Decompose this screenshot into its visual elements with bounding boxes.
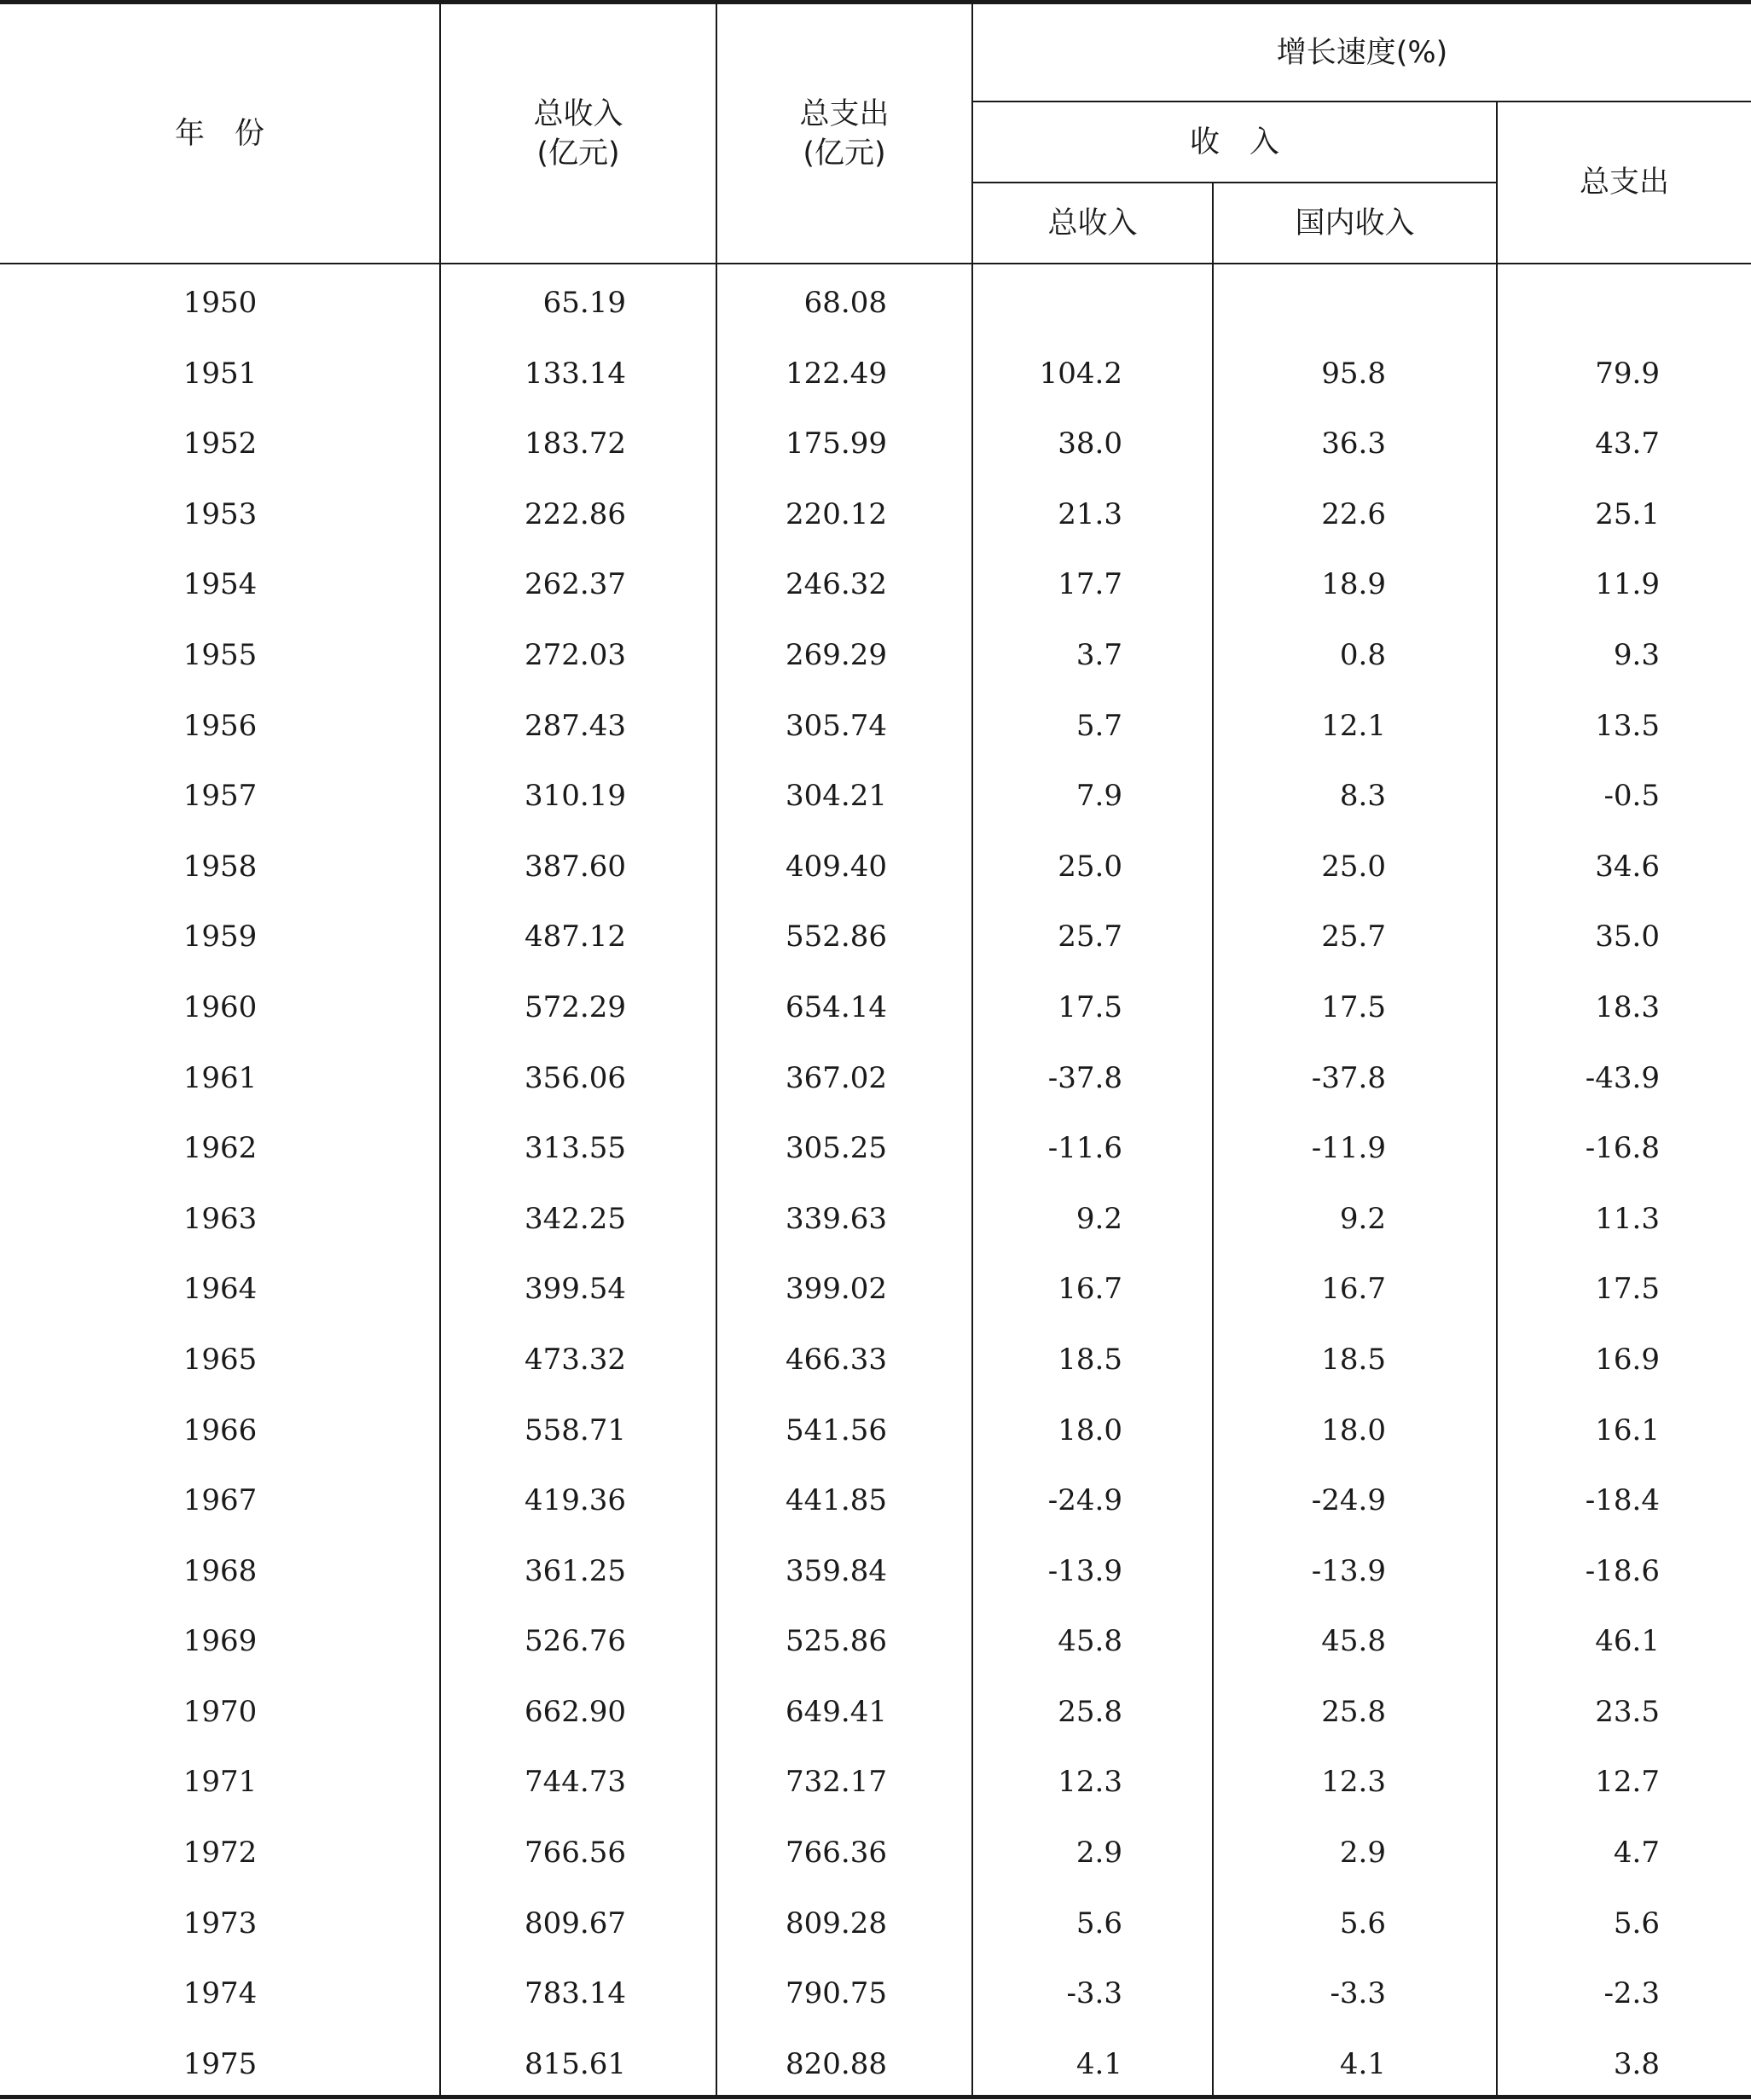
year-cell: 1955 [183, 637, 258, 672]
growth-domestic-revenue-cell: -24.9 [1311, 1483, 1386, 1518]
growth-total-expenditure-cell: 9.3 [1613, 637, 1660, 672]
total-revenue-cell: 473.32 [525, 1342, 626, 1377]
total-expenditure-cell: 541.56 [786, 1413, 887, 1447]
growth-domestic-revenue-cell: 95.8 [1321, 356, 1386, 391]
header-total-expenditure-unit: (亿元) [803, 136, 886, 171]
growth-total-revenue-cell: 25.8 [1058, 1694, 1122, 1729]
growth-total-expenditure-cell: 12.7 [1595, 1765, 1660, 1800]
growth-domestic-revenue-cell: -11.9 [1311, 1131, 1386, 1166]
total-expenditure-cell: 466.33 [786, 1342, 887, 1377]
table-row [0, 1606, 1751, 1677]
growth-domestic-revenue-cell: 18.0 [1321, 1413, 1386, 1447]
growth-domestic-revenue-cell: 2.9 [1339, 1836, 1386, 1871]
growth-total-expenditure-cell: 11.3 [1595, 1201, 1660, 1236]
table-row [0, 1888, 1751, 1959]
growth-total-expenditure-cell: -18.4 [1585, 1483, 1660, 1518]
header-total-revenue-unit: (亿元) [536, 136, 620, 171]
total-revenue-cell: 744.73 [525, 1765, 626, 1800]
table-row [0, 972, 1751, 1043]
growth-total-revenue-cell: 25.7 [1058, 919, 1122, 954]
total-expenditure-cell: 269.29 [786, 637, 887, 672]
total-expenditure-cell: 304.21 [786, 779, 887, 814]
table-row [0, 620, 1751, 691]
year-cell: 1960 [183, 989, 258, 1024]
header-growth-total-revenue [973, 183, 1212, 263]
table-row [0, 1747, 1751, 1818]
year-cell: 1959 [183, 919, 258, 954]
table-row [0, 1325, 1751, 1395]
growth-total-revenue-cell: 45.8 [1058, 1624, 1122, 1659]
total-expenditure-cell: 399.02 [786, 1272, 887, 1307]
header-total-expenditure [717, 4, 971, 263]
total-revenue-cell: 419.36 [525, 1483, 626, 1518]
year-cell: 1966 [183, 1413, 258, 1447]
total-revenue-cell: 262.37 [525, 567, 626, 602]
total-expenditure-cell: 367.02 [786, 1060, 887, 1095]
year-cell: 1956 [183, 708, 258, 743]
growth-total-revenue-cell: 3.7 [1076, 637, 1122, 672]
growth-total-revenue-cell: 38.0 [1058, 426, 1122, 461]
growth-total-revenue-cell: 17.7 [1058, 567, 1122, 602]
table-row [0, 1536, 1751, 1607]
table-row [0, 1043, 1751, 1114]
header-growth-domestic-revenue [1214, 183, 1496, 263]
growth-total-expenditure-cell: 18.3 [1595, 989, 1660, 1024]
growth-total-expenditure-cell: 4.7 [1613, 1836, 1660, 1871]
year-cell: 1962 [183, 1131, 258, 1166]
growth-total-revenue-cell: -3.3 [1066, 1976, 1122, 2011]
year-cell: 1974 [183, 1976, 258, 2011]
total-expenditure-cell: 305.74 [786, 708, 887, 743]
growth-total-expenditure-cell: 13.5 [1595, 708, 1660, 743]
header-growth-rate [973, 4, 1751, 101]
growth-total-expenditure-cell: -18.6 [1585, 1553, 1660, 1588]
growth-total-revenue-cell: 5.7 [1076, 708, 1122, 743]
growth-total-revenue-cell: 4.1 [1076, 2046, 1122, 2081]
total-revenue-cell: 342.25 [525, 1201, 626, 1236]
growth-total-expenditure-cell: 23.5 [1595, 1694, 1660, 1729]
growth-total-expenditure-cell: 17.5 [1595, 1272, 1660, 1307]
growth-domestic-revenue-cell: -37.8 [1311, 1060, 1386, 1095]
table-row [0, 832, 1751, 902]
growth-total-revenue-cell: 2.9 [1076, 1836, 1122, 1871]
total-revenue-cell: 361.25 [525, 1553, 626, 1588]
total-revenue-cell: 815.61 [525, 2046, 626, 2081]
total-revenue-cell: 387.60 [525, 849, 626, 884]
table-row [0, 479, 1751, 550]
total-revenue-cell: 183.72 [525, 426, 626, 461]
growth-domestic-revenue-cell: -3.3 [1330, 1976, 1386, 2011]
table-row [0, 1958, 1751, 2029]
total-expenditure-cell: 359.84 [786, 1553, 887, 1588]
total-revenue-cell: 65.19 [542, 286, 626, 320]
total-expenditure-cell: 552.86 [786, 919, 887, 954]
growth-total-expenditure-cell: 79.9 [1595, 356, 1660, 391]
table-body [0, 268, 1751, 2099]
header-year [0, 4, 439, 263]
header-growth-total-expenditure [1498, 102, 1751, 263]
total-expenditure-cell: 649.41 [786, 1694, 887, 1729]
total-expenditure-cell: 525.86 [786, 1624, 887, 1659]
growth-total-revenue-cell: 18.0 [1058, 1413, 1122, 1447]
growth-domestic-revenue-cell: 12.3 [1321, 1765, 1386, 1800]
growth-domestic-revenue-cell: 25.7 [1321, 919, 1386, 954]
table-row [0, 1254, 1751, 1325]
growth-domestic-revenue-cell: 25.0 [1321, 849, 1386, 884]
year-cell: 1963 [183, 1201, 258, 1236]
header-total-revenue-label: 总收入 [533, 96, 623, 131]
total-revenue-cell: 809.67 [525, 1906, 626, 1940]
growth-domestic-revenue-cell: 45.8 [1321, 1624, 1386, 1659]
table-row [0, 902, 1751, 972]
total-revenue-cell: 487.12 [525, 919, 626, 954]
table-row [0, 409, 1751, 479]
header-bottom-rule [0, 263, 1751, 264]
table-row [0, 691, 1751, 762]
growth-total-expenditure-cell: -0.5 [1603, 779, 1660, 814]
year-cell: 1973 [183, 1906, 258, 1940]
growth-total-revenue-cell: 18.5 [1058, 1342, 1122, 1377]
growth-domestic-revenue-cell: 36.3 [1321, 426, 1386, 461]
growth-total-expenditure-cell: 43.7 [1595, 426, 1660, 461]
header-growth-total-revenue-label: 总收入 [1047, 206, 1138, 241]
total-revenue-cell: 133.14 [525, 356, 626, 391]
header-total-expenditure-label: 总支出 [799, 96, 890, 131]
table-row [0, 1465, 1751, 1536]
growth-domestic-revenue-cell: 5.6 [1339, 1906, 1386, 1940]
header-growth-total-expenditure-label: 总支出 [1579, 165, 1669, 200]
total-revenue-cell: 558.71 [525, 1413, 626, 1447]
growth-total-revenue-cell: -24.9 [1047, 1483, 1122, 1518]
total-expenditure-cell: 409.40 [786, 849, 887, 884]
growth-domestic-revenue-cell: 9.2 [1339, 1201, 1386, 1236]
growth-domestic-revenue-cell: 8.3 [1339, 779, 1386, 814]
growth-domestic-revenue-cell: 16.7 [1321, 1272, 1386, 1307]
growth-total-expenditure-cell: -2.3 [1603, 1976, 1660, 2011]
year-cell: 1969 [183, 1624, 258, 1659]
growth-total-expenditure-cell: 35.0 [1595, 919, 1660, 954]
growth-total-expenditure-cell: 34.6 [1595, 849, 1660, 884]
growth-domestic-revenue-cell [1211, 268, 1386, 339]
growth-total-revenue-cell: 12.3 [1058, 1765, 1122, 1800]
year-cell: 1967 [183, 1483, 258, 1518]
growth-total-revenue-cell: -13.9 [1047, 1553, 1122, 1588]
total-revenue-cell: 572.29 [525, 989, 626, 1024]
total-revenue-cell: 222.86 [525, 496, 626, 531]
table-row [0, 1395, 1751, 1466]
year-cell: 1971 [183, 1765, 258, 1800]
table-row [0, 1113, 1751, 1184]
year-cell: 1952 [183, 426, 258, 461]
growth-total-revenue-cell [972, 268, 1122, 339]
table-row [0, 2029, 1751, 2100]
growth-total-revenue-cell: 7.9 [1076, 779, 1122, 814]
total-expenditure-cell: 654.14 [786, 989, 887, 1024]
growth-total-expenditure-cell: -43.9 [1585, 1060, 1660, 1095]
header-growth-rate-label: 增长速度(%) [1276, 35, 1448, 70]
total-expenditure-cell: 790.75 [786, 1976, 887, 2011]
table-row [0, 1677, 1751, 1748]
header-revenue-group-label: 收 入 [1189, 125, 1279, 160]
table-row [0, 339, 1751, 409]
growth-domestic-revenue-cell: 18.5 [1321, 1342, 1386, 1377]
year-cell: 1968 [183, 1553, 258, 1588]
year-cell: 1953 [183, 496, 258, 531]
year-cell: 1964 [183, 1272, 258, 1307]
year-cell: 1965 [183, 1342, 258, 1377]
total-expenditure-cell: 820.88 [786, 2046, 887, 2081]
table-row [0, 761, 1751, 832]
growth-total-expenditure-cell: 5.6 [1613, 1906, 1660, 1940]
growth-domestic-revenue-cell: -13.9 [1311, 1553, 1386, 1588]
total-expenditure-cell: 122.49 [786, 356, 887, 391]
total-revenue-cell: 272.03 [525, 637, 626, 672]
total-revenue-cell: 783.14 [525, 1976, 626, 2011]
growth-domestic-revenue-cell: 18.9 [1321, 567, 1386, 602]
total-expenditure-cell: 175.99 [786, 426, 887, 461]
total-revenue-cell: 356.06 [525, 1060, 626, 1095]
growth-total-revenue-cell: 16.7 [1058, 1272, 1122, 1307]
total-revenue-cell: 766.56 [525, 1836, 626, 1871]
growth-total-revenue-cell: -11.6 [1047, 1131, 1122, 1166]
growth-domestic-revenue-cell: 4.1 [1339, 2046, 1386, 2081]
growth-total-revenue-cell: 17.5 [1058, 989, 1122, 1024]
year-cell: 1950 [183, 286, 258, 320]
table-row [0, 549, 1751, 620]
growth-total-expenditure-cell [1498, 268, 1660, 339]
header-total-revenue [441, 4, 716, 263]
total-expenditure-cell: 809.28 [786, 1906, 887, 1940]
growth-domestic-revenue-cell: 0.8 [1339, 637, 1386, 672]
table-row [0, 1184, 1751, 1255]
growth-total-expenditure-cell: 3.8 [1613, 2046, 1660, 2081]
header-revenue-group [973, 102, 1496, 182]
total-revenue-cell: 310.19 [525, 779, 626, 814]
growth-total-revenue-cell: 9.2 [1076, 1201, 1122, 1236]
growth-domestic-revenue-cell: 12.1 [1321, 708, 1386, 743]
year-cell: 1954 [183, 567, 258, 602]
total-expenditure-cell: 220.12 [786, 496, 887, 531]
year-cell: 1961 [183, 1060, 258, 1095]
total-expenditure-cell: 732.17 [786, 1765, 887, 1800]
total-expenditure-cell: 68.08 [803, 286, 887, 320]
year-cell: 1970 [183, 1694, 258, 1729]
year-cell: 1975 [183, 2046, 258, 2081]
total-expenditure-cell: 305.25 [786, 1131, 887, 1166]
total-revenue-cell: 313.55 [525, 1131, 626, 1166]
growth-total-expenditure-cell: 25.1 [1595, 496, 1660, 531]
growth-domestic-revenue-cell: 25.8 [1321, 1694, 1386, 1729]
total-revenue-cell: 526.76 [525, 1624, 626, 1659]
total-revenue-cell: 662.90 [525, 1694, 626, 1729]
growth-total-expenditure-cell: 16.9 [1595, 1342, 1660, 1377]
header-year-label: 年 份 [174, 116, 264, 151]
growth-total-expenditure-cell: 16.1 [1595, 1413, 1660, 1447]
table-row [0, 1818, 1751, 1888]
growth-total-revenue-cell: 21.3 [1058, 496, 1122, 531]
growth-total-revenue-cell: -37.8 [1047, 1060, 1122, 1095]
growth-total-revenue-cell: 25.0 [1058, 849, 1122, 884]
total-expenditure-cell: 246.32 [786, 567, 887, 602]
total-revenue-cell: 287.43 [525, 708, 626, 743]
growth-total-revenue-cell: 104.2 [1039, 356, 1122, 391]
total-expenditure-cell: 441.85 [786, 1483, 887, 1518]
growth-domestic-revenue-cell: 17.5 [1321, 989, 1386, 1024]
year-cell: 1957 [183, 779, 258, 814]
total-expenditure-cell: 766.36 [786, 1836, 887, 1871]
year-cell: 1972 [183, 1836, 258, 1871]
growth-total-expenditure-cell: 46.1 [1595, 1624, 1660, 1659]
header-growth-domestic-revenue-label: 国内收入 [1295, 206, 1415, 241]
total-expenditure-cell: 339.63 [786, 1201, 887, 1236]
table-row [0, 268, 1751, 339]
total-revenue-cell: 399.54 [525, 1272, 626, 1307]
growth-domestic-revenue-cell: 22.6 [1321, 496, 1386, 531]
year-cell: 1951 [183, 356, 258, 391]
growth-total-expenditure-cell: 11.9 [1595, 567, 1660, 602]
year-cell: 1958 [183, 849, 258, 884]
growth-total-expenditure-cell: -16.8 [1585, 1131, 1660, 1166]
growth-total-revenue-cell: 5.6 [1076, 1906, 1122, 1940]
